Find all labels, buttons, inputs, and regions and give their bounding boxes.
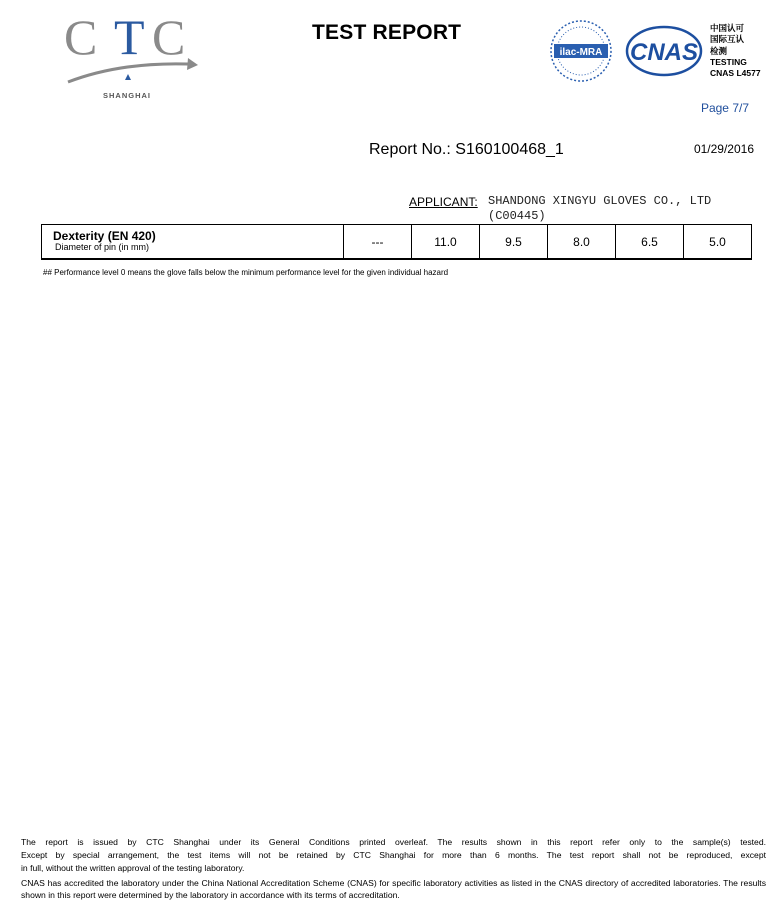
page-number: Page 7/7 [700, 101, 749, 115]
results-table [41, 224, 752, 260]
table-cell: 11.0 [412, 225, 480, 260]
ctc-logo [60, 14, 200, 104]
applicant-name-line1: SHANDONG XINGYU GLOVES CO., LTD [488, 194, 712, 208]
table-cell: --- [344, 225, 412, 260]
report-number-value: S160100468_1 [455, 141, 564, 158]
footer-line-1: The report is issued by CTC Shanghai under its General Conditions printed overleaf. The results shown in this report refer only to the sample(s) tested. [21, 837, 766, 847]
accreditation-block [548, 16, 770, 86]
cnas-logo [624, 24, 704, 78]
logo-letter-t: T [114, 14, 145, 65]
table-cell: 6.5 [616, 225, 684, 260]
ilac-mra-logo [548, 18, 614, 84]
acc-line-4: TESTING [710, 56, 747, 67]
acc-line-5: CNAS L4577 [710, 68, 761, 79]
footer-disclaimer [21, 836, 766, 875]
logo-triangle-icon [125, 74, 131, 80]
table-cell: 5.0 [684, 225, 752, 260]
footer-line-2: Except by special arrangement, the test items will not be retained by CTC Shanghai for more than 6 months. The test report shall not be reproduced, except [21, 850, 766, 860]
cnas-label: CNAS [629, 39, 699, 66]
row-label-cell [42, 225, 344, 260]
acc-line-3: 检测 [710, 45, 728, 56]
logo-letter-c2: C [152, 14, 186, 65]
report-number-label: Report No.: [369, 141, 451, 158]
report-number [369, 141, 564, 159]
applicant-code: (C00445) [488, 209, 546, 223]
table-row [42, 225, 752, 260]
report-title: TEST REPORT [312, 21, 462, 44]
table-cell: 9.5 [480, 225, 548, 260]
row-subtitle: Diameter of pin (in mm) [55, 242, 150, 252]
table-cell: 8.0 [548, 225, 616, 260]
applicant-label: APPLICANT: [409, 195, 478, 209]
report-date: 01/29/2016 [693, 142, 754, 156]
acc-line-2: 国际互认 [710, 34, 745, 45]
footer-cnas-statement: CNAS has accredited the laboratory under the China National Accreditation Scheme (CNAS) for specific laboratory activities as listed in the CNAS directory of accredited laboratories. The results shown in this report were determined by the laboratory in accordance with its terms of accreditation. [21, 878, 766, 900]
acc-line-1: 中国认可 [710, 23, 745, 33]
performance-note: ## Performance level 0 means the glove falls below the minimum performance level for the given individual hazard [43, 268, 449, 277]
footer-line-3: in full, without the written approval of the testing laboratory. [21, 863, 245, 873]
logo-city: SHANGHAI [103, 91, 152, 100]
logo-arrow-icon [187, 58, 198, 70]
ilac-label: ilac-MRA [559, 47, 603, 58]
accreditation-text [710, 23, 761, 79]
applicant-name [488, 194, 711, 224]
logo-letter-c1: C [64, 14, 98, 65]
row-title: Dexterity (EN 420) [53, 229, 156, 243]
